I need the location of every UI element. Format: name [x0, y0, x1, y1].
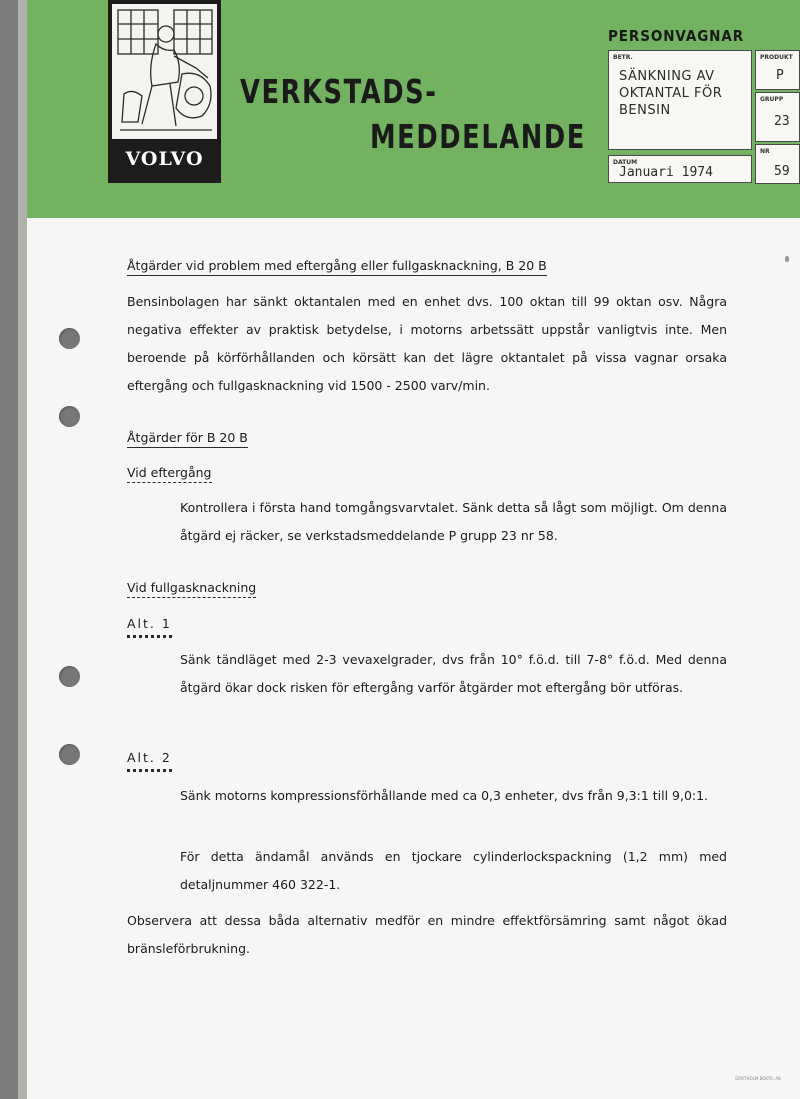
- alt2-paragraph-2: För detta ändamål används en tjockare cylinderlockspackning (1,2 mm) med detaljnummer 460 322-1.: [180, 849, 727, 892]
- punch-hole: [59, 744, 80, 765]
- alt2-paragraph-1: Sänk motorns kompressionsförhållande med ca 0,3 enheter, dvs från 9,3:1 till 9,0:1.: [180, 788, 709, 803]
- number-value: 59: [774, 164, 790, 179]
- category-label: PERSONVAGNAR: [608, 27, 745, 45]
- volvo-logo-text: VOLVO: [125, 148, 204, 170]
- product-label: PRODUKT: [760, 54, 793, 61]
- number-label: NR: [760, 148, 770, 155]
- printer-imprint: GROTHOLM BOKTR. AB: [735, 1076, 781, 1081]
- date-value: Januari 1974: [619, 165, 713, 180]
- alt1-label: Alt. 1: [127, 616, 172, 638]
- punch-hole: [59, 328, 80, 349]
- title-line-1: VERKSTADS-: [240, 72, 438, 111]
- product-box: [755, 50, 800, 90]
- volvo-logo-block: [108, 0, 221, 183]
- punch-hole: [59, 406, 80, 427]
- section-heading: Åtgärder för B 20 B: [127, 430, 248, 448]
- mechanic-drawing-icon: [112, 4, 217, 139]
- number-box: [755, 144, 800, 184]
- group-label: GRUPP: [760, 96, 784, 103]
- alt1-paragraph: Sänk tändläget med 2-3 vevaxelgrader, dvs från 10° f.ö.d. till 7-8° f.ö.d. Med denna åtgärd ökar dock risken för eftergång varför åtgärder mot eftergång bör utföras.: [180, 652, 727, 695]
- alt2-label: Alt. 2: [127, 750, 172, 772]
- eftergang-paragraph: Kontrollera i första hand tomgångsvarvtalet. Sänk detta så lågt som möjligt. Om denna åtgärd ej räcker, se verkstadsmeddelande P grupp 23 nr 58.: [180, 500, 727, 543]
- group-value: 23: [774, 114, 790, 129]
- intro-paragraph: Bensinbolagen har sänkt oktantalen med en enhet dvs. 100 oktan till 99 oktan osv. Några negativa effekter av praktisk betydelse, i motorns arbetssätt uppstår vanligtvis inte. Men beroende på körförhållanden och körsätt kan det lägre oktantalet på vissa vagnar orsaka eftergång och fullgasknackning vid 1500 - 2500 varv/min.: [127, 294, 727, 393]
- paper-blemish: [785, 256, 789, 262]
- subject-label: BETR.: [613, 54, 633, 61]
- punch-hole: [59, 666, 80, 687]
- subheading-eftergang: Vid eftergång: [127, 465, 212, 483]
- date-box: [608, 155, 752, 183]
- closing-paragraph: Observera att dessa båda alternativ medför en mindre effektförsämring samt något ökad bränsleförbrukning.: [127, 913, 727, 956]
- subheading-fullgas: Vid fullgasknackning: [127, 580, 256, 598]
- mechanic-illustration: [112, 4, 217, 139]
- subject-box: [608, 50, 752, 150]
- subject-value: SÄNKNING AV OKTANTAL FÖR BENSIN: [619, 69, 723, 118]
- title-line-2: MEDDELANDE: [370, 117, 586, 156]
- product-value: P: [776, 68, 784, 83]
- group-box: [755, 92, 800, 142]
- date-label: DATUM: [613, 159, 638, 166]
- main-heading: Åtgärder vid problem med eftergång eller fullgasknackning, B 20 B: [127, 258, 547, 276]
